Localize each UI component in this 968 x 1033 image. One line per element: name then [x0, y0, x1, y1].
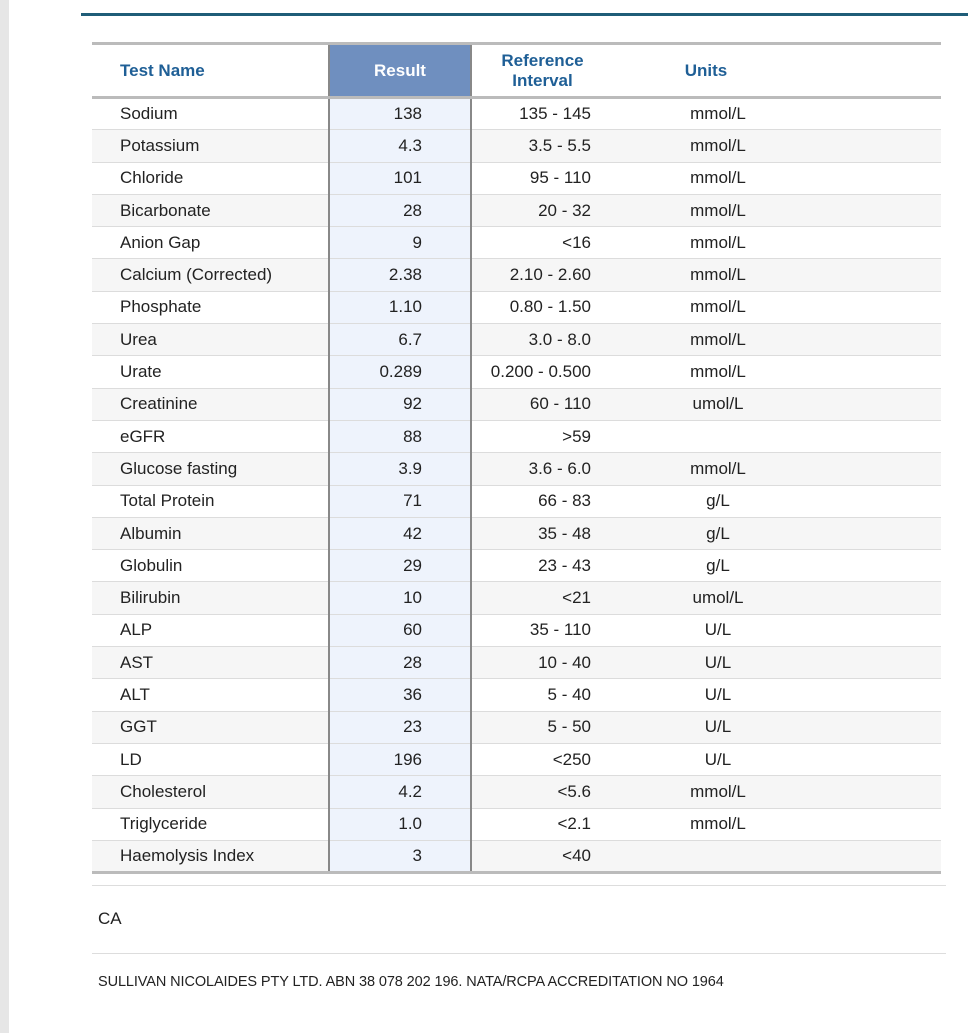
units-cell: U/L [613, 647, 799, 679]
reference-interval-cell: 20 - 32 [471, 194, 613, 226]
row-spacer [799, 227, 941, 259]
result-cell: 2.38 [329, 259, 471, 291]
test-name-cell: GGT [92, 711, 329, 743]
table-row [92, 130, 941, 162]
result-cell: 9 [329, 227, 471, 259]
table-row [92, 679, 941, 711]
test-name-cell: Globulin [92, 550, 329, 582]
row-spacer [799, 98, 941, 130]
header-reference-label: Reference Interval [501, 50, 584, 90]
table-row [92, 356, 941, 388]
units-cell: U/L [613, 679, 799, 711]
table-row [92, 647, 941, 679]
units-cell [613, 420, 799, 452]
row-spacer [799, 776, 941, 808]
reference-interval-cell: 35 - 48 [471, 517, 613, 549]
header-result: Result [329, 44, 471, 98]
test-name-cell: Bilirubin [92, 582, 329, 614]
test-name-cell: Albumin [92, 517, 329, 549]
table-row [92, 291, 941, 323]
units-cell: mmol/L [613, 162, 799, 194]
header-reference-interval [471, 44, 613, 98]
units-cell: mmol/L [613, 130, 799, 162]
reference-interval-cell: <250 [471, 743, 613, 775]
row-spacer [799, 517, 941, 549]
test-name-cell: Potassium [92, 130, 329, 162]
notes-text: CA [98, 909, 122, 928]
units-cell: U/L [613, 711, 799, 743]
row-spacer [799, 485, 941, 517]
reference-interval-cell: 95 - 110 [471, 162, 613, 194]
result-cell: 36 [329, 679, 471, 711]
test-name-cell: Haemolysis Index [92, 840, 329, 872]
reference-interval-cell: 5 - 50 [471, 711, 613, 743]
reference-interval-cell: 135 - 145 [471, 98, 613, 130]
test-name-cell: ALT [92, 679, 329, 711]
result-cell: 88 [329, 420, 471, 452]
test-name-cell: Cholesterol [92, 776, 329, 808]
header-test-name: Test Name [92, 44, 329, 98]
reference-interval-cell: 5 - 40 [471, 679, 613, 711]
test-name-cell: Chloride [92, 162, 329, 194]
row-spacer [799, 711, 941, 743]
row-spacer [799, 582, 941, 614]
table-row [92, 227, 941, 259]
result-cell: 71 [329, 485, 471, 517]
result-cell: 1.0 [329, 808, 471, 840]
table-row [92, 711, 941, 743]
result-cell: 101 [329, 162, 471, 194]
table-row [92, 550, 941, 582]
units-cell: U/L [613, 614, 799, 646]
table-row [92, 808, 941, 840]
reference-interval-cell: 0.80 - 1.50 [471, 291, 613, 323]
units-cell: g/L [613, 517, 799, 549]
units-cell: mmol/L [613, 194, 799, 226]
row-spacer [799, 808, 941, 840]
units-cell: U/L [613, 743, 799, 775]
row-spacer [799, 291, 941, 323]
test-name-cell: ALP [92, 614, 329, 646]
header-spacer [799, 44, 941, 98]
test-name-cell: Calcium (Corrected) [92, 259, 329, 291]
reference-interval-cell: 23 - 43 [471, 550, 613, 582]
result-cell: 0.289 [329, 356, 471, 388]
units-cell: mmol/L [613, 808, 799, 840]
header-units: Units [613, 44, 799, 98]
reference-interval-cell: <5.6 [471, 776, 613, 808]
result-cell: 4.3 [329, 130, 471, 162]
reference-interval-cell: 2.10 - 2.60 [471, 259, 613, 291]
result-cell: 60 [329, 614, 471, 646]
test-name-cell: Urea [92, 324, 329, 356]
test-name-cell: Creatinine [92, 388, 329, 420]
test-name-cell: Phosphate [92, 291, 329, 323]
reference-interval-cell: <2.1 [471, 808, 613, 840]
table-row [92, 614, 941, 646]
notes-divider [92, 885, 946, 886]
test-name-cell: Glucose fasting [92, 453, 329, 485]
row-spacer [799, 194, 941, 226]
row-spacer [799, 259, 941, 291]
row-spacer [799, 550, 941, 582]
result-cell: 28 [329, 647, 471, 679]
results-table [92, 42, 941, 874]
row-spacer [799, 647, 941, 679]
test-name-cell: Bicarbonate [92, 194, 329, 226]
result-cell: 10 [329, 582, 471, 614]
row-spacer [799, 162, 941, 194]
table-row [92, 324, 941, 356]
footer-divider [92, 953, 946, 954]
units-cell: mmol/L [613, 776, 799, 808]
test-name-cell: Anion Gap [92, 227, 329, 259]
result-cell: 196 [329, 743, 471, 775]
reference-interval-cell: 3.0 - 8.0 [471, 324, 613, 356]
test-name-cell: Urate [92, 356, 329, 388]
row-spacer [799, 130, 941, 162]
table-row [92, 582, 941, 614]
result-cell: 138 [329, 98, 471, 130]
units-cell: g/L [613, 550, 799, 582]
table-row [92, 453, 941, 485]
result-cell: 4.2 [329, 776, 471, 808]
units-cell: umol/L [613, 388, 799, 420]
row-spacer [799, 420, 941, 452]
top-divider [81, 13, 968, 16]
test-name-cell: eGFR [92, 420, 329, 452]
page-edge-shadow [0, 0, 9, 1033]
test-name-cell: AST [92, 647, 329, 679]
row-spacer [799, 324, 941, 356]
reference-interval-cell: 60 - 110 [471, 388, 613, 420]
table-row [92, 517, 941, 549]
table-row [92, 194, 941, 226]
units-cell: g/L [613, 485, 799, 517]
units-cell: mmol/L [613, 356, 799, 388]
units-cell: mmol/L [613, 259, 799, 291]
units-cell [613, 840, 799, 872]
result-cell: 1.10 [329, 291, 471, 323]
row-spacer [799, 356, 941, 388]
reference-interval-cell: >59 [471, 420, 613, 452]
result-cell: 3 [329, 840, 471, 872]
row-spacer [799, 743, 941, 775]
row-spacer [799, 453, 941, 485]
reference-interval-cell: <21 [471, 582, 613, 614]
reference-interval-cell: <16 [471, 227, 613, 259]
result-cell: 42 [329, 517, 471, 549]
reference-interval-cell: 3.6 - 6.0 [471, 453, 613, 485]
units-cell: mmol/L [613, 453, 799, 485]
row-spacer [799, 679, 941, 711]
result-cell: 6.7 [329, 324, 471, 356]
reference-interval-cell: 0.200 - 0.500 [471, 356, 613, 388]
table-row [92, 420, 941, 452]
row-spacer [799, 388, 941, 420]
result-cell: 3.9 [329, 453, 471, 485]
table-header-row [92, 44, 941, 98]
table-row [92, 485, 941, 517]
table-row [92, 743, 941, 775]
units-cell: umol/L [613, 582, 799, 614]
result-cell: 28 [329, 194, 471, 226]
units-cell: mmol/L [613, 291, 799, 323]
units-cell: mmol/L [613, 227, 799, 259]
reference-interval-cell: 35 - 110 [471, 614, 613, 646]
result-cell: 29 [329, 550, 471, 582]
table-row [92, 162, 941, 194]
table-row [92, 840, 941, 872]
test-name-cell: Triglyceride [92, 808, 329, 840]
row-spacer [799, 840, 941, 872]
test-name-cell: LD [92, 743, 329, 775]
lab-footer: SULLIVAN NICOLAIDES PTY LTD. ABN 38 078 202 196. NATA/RCPA ACCREDITATION NO 1964 [98, 974, 724, 990]
result-cell: 92 [329, 388, 471, 420]
reference-interval-cell: 3.5 - 5.5 [471, 130, 613, 162]
test-name-cell: Total Protein [92, 485, 329, 517]
units-cell: mmol/L [613, 98, 799, 130]
reference-interval-cell: 66 - 83 [471, 485, 613, 517]
reference-interval-cell: 10 - 40 [471, 647, 613, 679]
table-row [92, 98, 941, 130]
units-cell: mmol/L [613, 324, 799, 356]
row-spacer [799, 614, 941, 646]
result-cell: 23 [329, 711, 471, 743]
test-name-cell: Sodium [92, 98, 329, 130]
table-row [92, 776, 941, 808]
table-row [92, 388, 941, 420]
reference-interval-cell: <40 [471, 840, 613, 872]
table-row [92, 259, 941, 291]
